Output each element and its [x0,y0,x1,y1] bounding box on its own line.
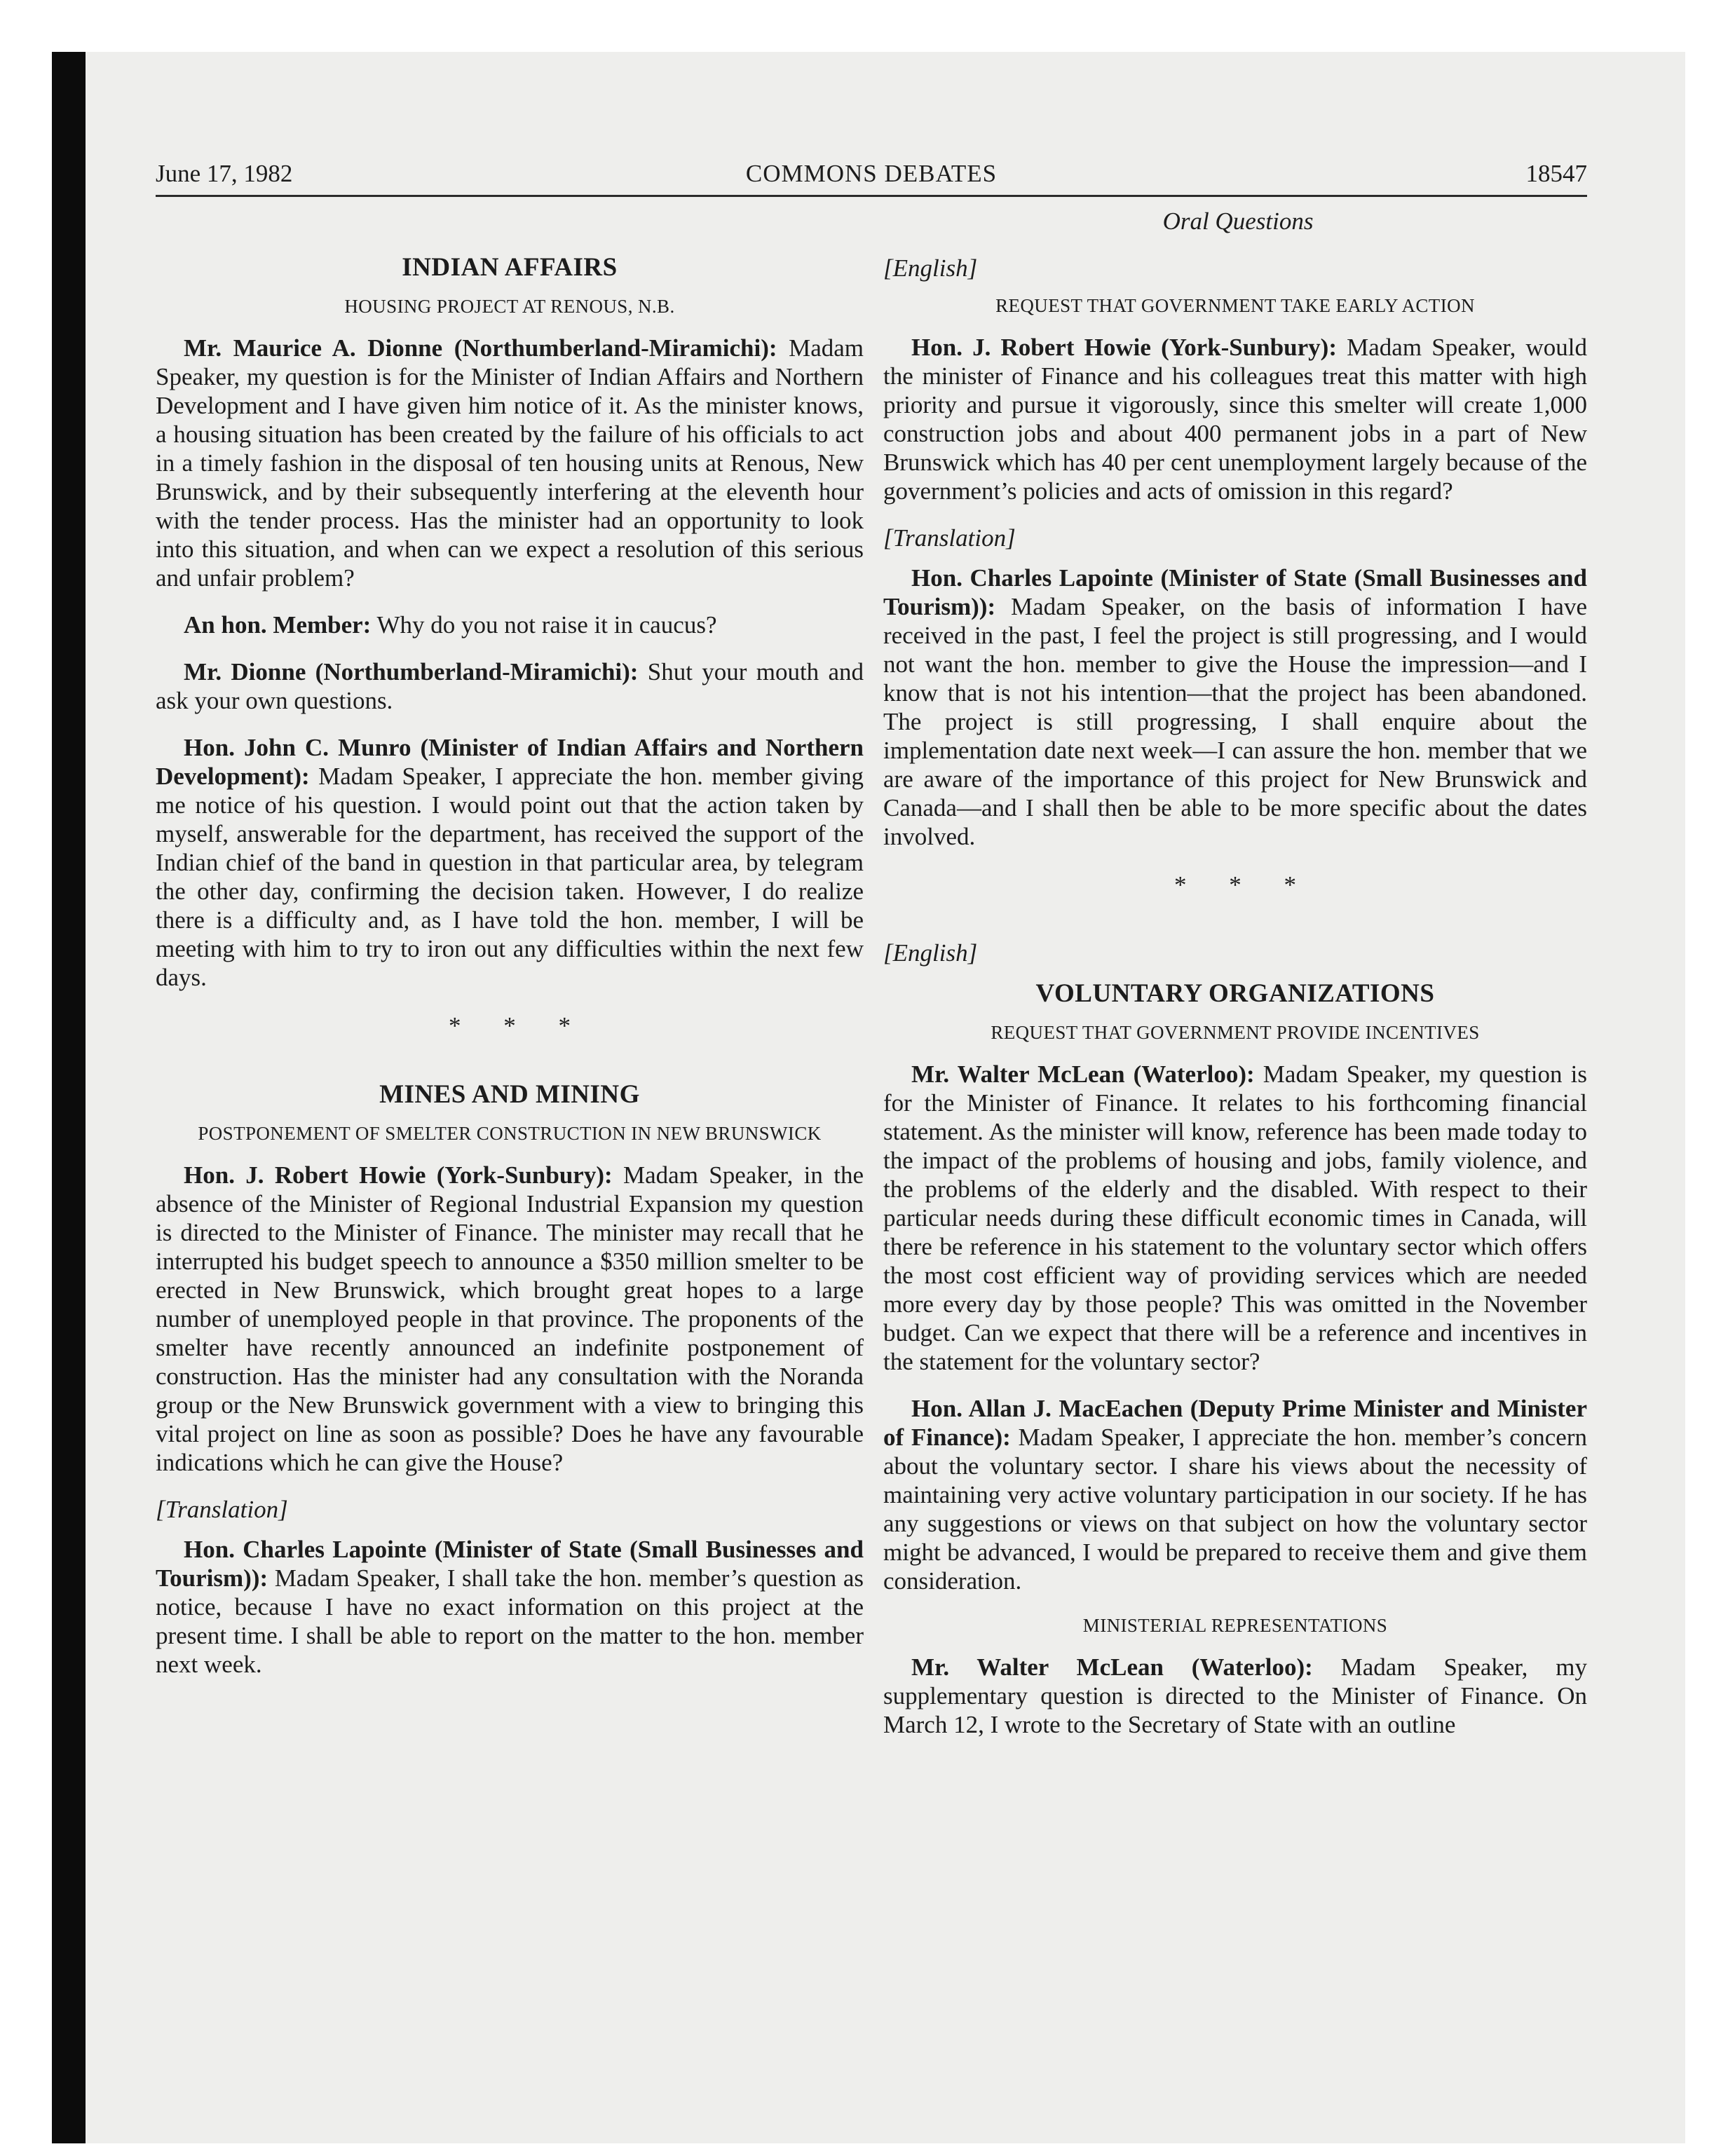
language-marker: [English] [883,254,978,282]
section-header: Oral Questions [1162,207,1314,235]
heading-voluntary-organizations: VOLUNTARY ORGANIZATIONS [1035,979,1435,1008]
speaker-name: Mr. Maurice A. Dionne (Northumberland-Miramichi): [184,334,777,362]
speech-text: Madam Speaker, in the absence of the Minister of Regional Industrial Expansion my question is directed to the Minister of Finance. The minister may recall that he interrupted his budget speech to announce a $350 million smelter to be erected in New Brunswick, which brought great hopes to a large number of unemployed people in that province. The proponents of the smelter have recently announced an indefinite postponement of construction. Has the minister had any consultation with the Noranda group or the New Brunswick government with a view to bringing this vital project on line as soon as possible? Does he have any favourable indications which he can give the House? [156,1161,864,1476]
speaker-name: Hon. Allan J. MacEachen (Deputy Prime Minister and Minister of Finance): [883,1395,1587,1451]
heading-mines-and-mining: MINES AND MINING [379,1080,640,1109]
left-column [156,252,864,1697]
subheading-housing-project: HOUSING PROJECT AT RENOUS, N.B. [344,296,675,317]
speech-text: Madam Speaker, my question is for the Minister of Indian Affairs and Northern Development and I have given him notice of it. As the minister knows, a housing situation has been created by the failure of his officials to act in a timely fashion in the disposal of ten housing units at Renous, New Brunswick, and by their subsequently interfering at the eleventh hour with the tender process. Has the minister had an opportunity to look into this situation, and when can we expect a resolution of this serious and unfair problem? [156,334,864,592]
paragraph [883,333,1587,505]
subheading-early-action: REQUEST THAT GOVERNMENT TAKE EARLY ACTION [995,295,1475,316]
paragraph [156,610,864,639]
language-marker: [English] [883,939,978,967]
speech-text: Madam Speaker, I appreciate the hon. member’s concern about the voluntary sector. I share his views about the necessity of maintaining very active voluntary participation in our society. If he has any suggestions or views on that subject on how the voluntary sector might be advanced, I would be prepared to receive them and give them consideration. [883,1424,1587,1595]
language-marker: [Translation] [883,524,1016,552]
paragraph [883,1060,1587,1376]
paragraph [883,564,1587,851]
right-column [883,254,1587,1757]
speech-text: Madam Speaker, would the minister of Finance and his colleagues treat this matter with high priority and pursue it vigorously, since this smelter will create 1,000 construction jobs and about 400 permanent jobs in a part of New Brunswick which has 40 per cent unemployment largely because of the government’s policies and acts of omission in this regard? [883,334,1587,505]
binding-shadow [52,52,86,2143]
header-date: June 17, 1982 [156,160,293,187]
page-number: 18547 [1525,160,1587,187]
speaker-name: Hon. Charles Lapointe (Minister of State (Small Businesses and Tourism)): [883,564,1587,620]
section-separator: * * * [1174,871,1314,899]
running-header [156,156,1587,197]
header-title: COMMONS DEBATES [745,160,998,187]
speech-text: Shut your mouth and ask your own questions. [156,658,864,714]
paragraph [883,1394,1587,1595]
heading-indian-affairs: INDIAN AFFAIRS [402,253,618,282]
speech-text: Why do you not raise it in caucus? [376,611,717,639]
speech-text: Madam Speaker, I shall take the hon. member’s question as notice, because I have no exact information on this project at the present time. I shall be able to report on the matter to the hon. member next week. [156,1564,864,1678]
subheading-ministerial-representations: MINISTERIAL REPRESENTATIONS [1082,1615,1388,1636]
speech-text: Madam Speaker, I appreciate the hon. member giving me notice of his question. I would point out that the action taken by myself, answerable for the department, has received the support of the Indian chief of the band in question in that particular area, by telegram the other day, confirming the decision taken. However, I do realize there is a difficulty and, as I have told the hon. member, I will be meeting with him to try to iron out any difficulties within the next few days. [156,763,864,991]
speaker-name: Mr. Dionne (Northumberland-Miramichi): [184,658,639,685]
speech-text: Madam Speaker, my question is for the Minister of Finance. It relates to his forthcoming financial statement. As the minister will know, reference has been made today to the impact of the problems of housing and jobs, family violence, and the problems of the elderly and the disabled. With respect to their particular needs during these difficult economic times in Canada, will there be reference in his statement to the voluntary sector which offers the most cost efficient way of providing services which are needed more every day by those people? This was omitted in the November budget. Can we expect that there will be a reference and incentives in the statement for the voluntary sector? [883,1060,1587,1375]
paragraph [156,1535,864,1679]
speaker-name: Hon. John C. Munro (Minister of Indian Affairs and Northern Development): [156,734,864,790]
speech-text: Madam Speaker, on the basis of information I have received in the past, I feel the project is still progressing, and I would not want the hon. member to give the House the impression—and I know that is not his intention—that the project has been abandoned. The project is still progressing, I shall enquire about the implementation date next week—I can assure the hon. member that we are aware of the importance of this project for New Brunswick and Canada—and I shall then be able to be more specific about the dates involved. [883,593,1587,850]
paragraph [156,657,864,715]
paragraph [883,1653,1587,1739]
speaker-name: Hon. J. Robert Howie (York-Sunbury): [911,334,1337,361]
subheading-incentives: REQUEST THAT GOVERNMENT PROVIDE INCENTIVES [991,1022,1480,1043]
speaker-name: Hon. Charles Lapointe (Minister of State (Small Businesses and Tourism)): [156,1536,864,1592]
speaker-name: Hon. J. Robert Howie (York-Sunbury): [184,1161,613,1189]
speaker-name: Mr. Walter McLean (Waterloo): [911,1653,1313,1681]
paragraph [156,1161,864,1477]
section-separator: * * * [449,1012,589,1039]
paragraph [156,733,864,992]
speaker-name: An hon. Member: [184,611,372,639]
language-marker: [Translation] [156,1496,288,1523]
speech-text: Madam Speaker, my supplementary question is directed to the Minister of Finance. On March 12, I wrote to the Secretary of State with an outline [883,1653,1587,1738]
subheading-smelter: POSTPONEMENT OF SMELTER CONSTRUCTION IN NEW BRUNSWICK [198,1123,822,1144]
paragraph [156,334,864,592]
speaker-name: Mr. Walter McLean (Waterloo): [911,1060,1255,1088]
